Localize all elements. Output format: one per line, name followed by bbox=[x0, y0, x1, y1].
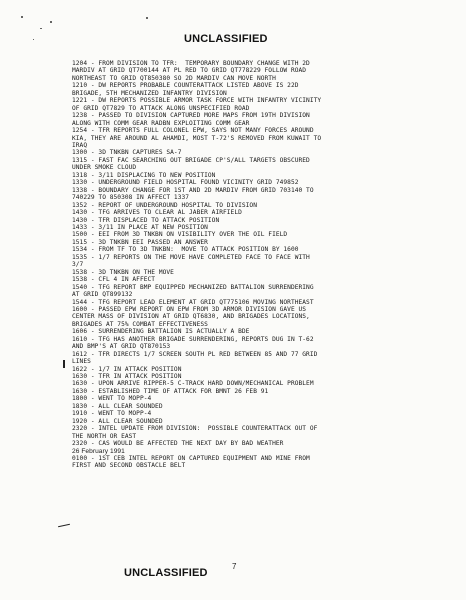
log-line: 1622 - 1/7 IN ATTACK POSITION bbox=[72, 365, 182, 373]
scan-speck bbox=[40, 28, 42, 29]
log-line: 1920 - ALL CLEAR SOUNDED bbox=[72, 417, 163, 425]
scan-speck bbox=[33, 39, 34, 40]
scan-speck bbox=[50, 21, 52, 23]
log-line: 1630 - ESTABLISHED TIME OF ATTACK FOR BMNT 26 FEB 91 bbox=[72, 387, 269, 395]
log-line: 1515 - 3D TNKBN EEI PASSED AN ANSWER bbox=[72, 238, 208, 246]
log-line: 1910 - WENT TO MOPP-4 bbox=[72, 410, 152, 418]
margin-mark bbox=[63, 360, 65, 368]
log-line: UNDER SMOKE CLOUD bbox=[72, 164, 137, 172]
scan-speck bbox=[146, 17, 148, 19]
log-line: BRIGADES AT 75% COMBAT EFFECTIVENESS bbox=[72, 320, 208, 328]
log-line: 1238 - PASSED TO DIVISION CAPTURED MORE MAPS FROM 19TH DIVISION bbox=[72, 112, 310, 120]
log-line: 1544 - TFG REPORT LEAD ELEMENT AT GRID QT775106 MOVING NORTHEAST bbox=[72, 298, 314, 306]
log-line: 1538 - CFL 4 IN AFFECT bbox=[72, 276, 156, 284]
log-line: 1540 - TFG REPORT BMP EQUIPPED MECHANIZED BATTALION SURRENDERING bbox=[72, 283, 314, 291]
log-line: 2320 - CAS WOULD BE AFFECTED THE NEXT DAY BY BAD WEATHER bbox=[72, 440, 284, 448]
log-line: 740229 TO 850308 IN AFFECT 1337 bbox=[72, 194, 190, 202]
log-line: 1606 - SURRENDERING BATTALION IS ACTUALLY A BDE bbox=[72, 328, 250, 336]
log-line: 1610 - TFG HAS ANOTHER BRIGADE SURRENDERING, REPORTS DUG IN T-62 bbox=[72, 335, 314, 343]
log-line: 1221 - DW REPORTS POSSIBLE ARMOR TASK FORCE WITH INFANTRY VICINITY bbox=[72, 97, 322, 105]
chronology-log bbox=[72, 60, 434, 470]
log-line: AT GRID QT899132 bbox=[72, 291, 133, 299]
log-line: AND BMP'S AT GRID QT870153 bbox=[72, 343, 171, 351]
log-line: BRIGADE, 5TH MECHANIZED INFANTRY DIVISION bbox=[72, 89, 227, 97]
log-line: MARDIV AT GRID QT700144 AT PL RED TO GRID QT778229 FOLLOW ROAD bbox=[72, 67, 307, 75]
log-line: 1433 - 3/11 IN PLACE AT NEW POSITION bbox=[72, 223, 208, 231]
classification-marking-bottom: UNCLASSIFIED bbox=[124, 567, 208, 579]
log-line: 1300 - 3D TNKBN CAPTURES SA-7 bbox=[72, 149, 182, 157]
log-line: ALONG WITH COMM GEAR RADBN EXPLOITING COMM GEAR bbox=[72, 119, 250, 127]
log-line: KIA, THEY ARE AROUND AL AHAMDI, MOST T-72'S REMOVED FROM KUWAIT TO bbox=[72, 134, 322, 142]
date-heading: 26 February 1991 bbox=[72, 447, 125, 455]
margin-mark bbox=[58, 524, 70, 527]
log-line: 1254 - TFR REPORTS FULL COLONEL EPW, SAYS NOT MANY FORCES AROUND bbox=[72, 127, 314, 135]
log-line: THE NORTH OR EAST bbox=[72, 432, 137, 440]
log-line: 0100 - 1ST CEB INTEL REPORT ON CAPTURED EQUIPMENT AND MINE FROM bbox=[72, 455, 310, 463]
log-line: 1204 - FROM DIVISION TO TFR: TEMPORARY BOUNDARY CHANGE WITH 2D bbox=[72, 60, 310, 67]
log-line: 2320 - INTEL UPDATE FROM DIVISION: POSSIBLE COUNTERATTACK OUT OF bbox=[72, 425, 318, 433]
log-line: 1534 - FROM TF TO 3D TNKBN: MOVE TO ATTACK POSITION BY 1600 bbox=[72, 246, 299, 254]
log-line: 1330 - UNDERGROUND FIELD HOSPITAL FOUND VICINITY GRID 749852 bbox=[72, 179, 299, 187]
log-line: NORTHEAST TO GRID QT850380 SO 2D MARDIV CAN MOVE NORTH bbox=[72, 74, 276, 82]
log-line: CENTER MASS OF DIVISION AT GRID QT6830, AND BRIGADES LOCATIONS, bbox=[72, 313, 310, 321]
log-line: 1318 - 3/11 DISPLACING TO NEW POSITION bbox=[72, 171, 216, 179]
log-line: 1500 - EEI FROM 3D TNKBN ON VISIBILITY OVER THE OIL FIELD bbox=[72, 231, 288, 239]
log-line: 1210 - DW REPORTS PROBABLE COUNTERATTACK LISTED ABOVE IS 22D bbox=[72, 82, 299, 90]
page-number: 7 bbox=[232, 562, 237, 571]
classification-marking-top: UNCLASSIFIED bbox=[184, 33, 268, 45]
log-line: FIRST AND SECOND OBSTACLE BELT bbox=[72, 462, 186, 470]
log-line: 1538 - 3D TNKBN ON THE MOVE bbox=[72, 268, 174, 276]
log-line: 3/7 bbox=[72, 261, 84, 269]
log-line: LINES bbox=[72, 358, 91, 366]
log-line: 1430 - TFR DISPLACED TO ATTACK POSITION bbox=[72, 216, 220, 224]
log-line: IRAQ bbox=[72, 141, 88, 149]
log-line: 1630 - TFR IN ATTACK POSITION bbox=[72, 373, 182, 381]
log-line: 1352 - REPORT OF UNDERGROUND HOSPITAL TO DIVISION bbox=[72, 201, 257, 209]
log-line: 1430 - TFG ARRIVES TO CLEAR AL JABER AIRFIELD bbox=[72, 209, 242, 217]
log-line: 1830 - ALL CLEAR SOUNDED bbox=[72, 402, 163, 410]
log-line: 1600 - PASSED EPW REPORT ON EPW FROM 3D ARMOR DIVISION GAVE US bbox=[72, 305, 307, 313]
log-line: OF GRID QT7829 TO ATTACK ALONG UNSPECIFIED ROAD bbox=[72, 104, 250, 112]
log-line: 1338 - BOUNDARY CHANGE FOR 1ST AND 2D MARDIV FROM GRID 703140 TO bbox=[72, 186, 314, 194]
log-line: 1612 - TFR DIRECTS 1/7 SCREEN SOUTH PL RED BETWEEN 85 AND 77 GRID bbox=[72, 350, 318, 358]
log-line: 1315 - FAST FAC SEARCHING OUT BRIGADE CP'S/ALL TARGETS OBSCURED bbox=[72, 156, 310, 164]
log-line: 1800 - WENT TO MOPP-4 bbox=[72, 395, 152, 403]
log-line: 1535 - 1/7 REPORTS ON THE MOVE HAVE COMPLETED FACE TO FACE WITH bbox=[72, 253, 310, 261]
scan-speck bbox=[21, 16, 23, 18]
log-line: 1630 - UPON ARRIVE RIPPER-5 C-TRACK HARD DOWN/MECHANICAL PROBLEM bbox=[72, 380, 314, 388]
